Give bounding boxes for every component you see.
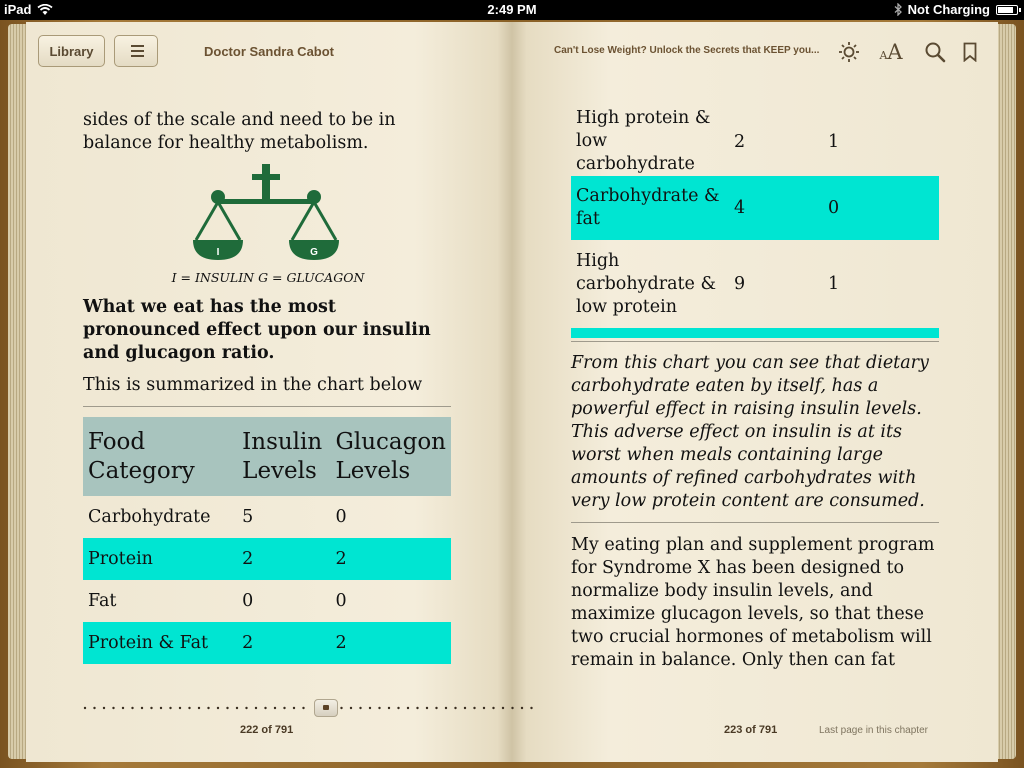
page-stack-right: [996, 24, 1016, 759]
battery-fill: [998, 7, 1013, 13]
cell-category: Protein: [88, 549, 153, 569]
cell-glucagon: 0: [828, 198, 840, 218]
font-small-glyph: A: [879, 49, 888, 62]
scale-figure: [190, 162, 342, 262]
page-stack-left: [8, 24, 28, 759]
right-paragraph: My eating plan and supplement program for Syndrome X has been designed to normalize body insulin levels, and maximize glucagon levels, so that these two crucial hormones of metabolism will remain in balance. Only then can fat: [571, 535, 935, 670]
scrubber-dot: [407, 707, 409, 709]
scrubber-dot: [350, 707, 352, 709]
italic-paragraph: From this chart you can see that dietary carbohydrate eaten by itself, has a powerful effect in raising insulin levels. This adverse effect on insulin is at its worst when meals containing large amounts of refined carbohydrates with very low protein content are consumed.: [571, 353, 929, 511]
search-icon: [924, 41, 946, 63]
divider: [83, 406, 451, 407]
scrubber-dot: [226, 707, 228, 709]
cell-insulin: 2: [242, 633, 254, 653]
library-button[interactable]: Library: [38, 35, 105, 67]
bookmark-button[interactable]: [956, 38, 984, 66]
scrubber-dot: [169, 707, 171, 709]
scrubber-dot: [454, 707, 456, 709]
scrubber-dot: [255, 707, 257, 709]
cell-category: Protein & Fat: [88, 633, 209, 653]
scrubber-dot: [84, 707, 86, 709]
cell-category: Carbohydrate: [88, 507, 211, 527]
table-row: [571, 176, 939, 240]
device-label: iPad: [4, 2, 32, 17]
clock: 2:49 PM: [487, 2, 537, 17]
table-row: [83, 496, 451, 538]
brightness-icon: [838, 41, 860, 63]
scrubber-dot: [198, 707, 200, 709]
cell-insulin: 2: [242, 549, 254, 569]
font-size-icon: [879, 40, 902, 64]
table-row: [571, 240, 939, 328]
cell-insulin: 5: [242, 507, 254, 527]
search-button[interactable]: [921, 38, 949, 66]
insulin-pan-label: I: [216, 247, 220, 258]
scrubber-dot: [445, 707, 447, 709]
scrubber-dot: [217, 707, 219, 709]
table-row-empty: [571, 328, 939, 338]
cell-glucagon: 1: [828, 274, 840, 294]
scrubber-dot: [141, 707, 143, 709]
scrubber-dot: [264, 707, 266, 709]
food-table-continued: [571, 107, 939, 338]
empty-cell: [729, 328, 823, 338]
scrubber-dot: [283, 707, 285, 709]
bookmark-icon: [963, 42, 977, 62]
scrubber-dot: [245, 707, 247, 709]
table-row: [83, 580, 451, 622]
scrubber-dot: [131, 707, 133, 709]
right-page-number: 223 of 791: [724, 724, 778, 736]
scrubber-dot: [160, 707, 162, 709]
cell-category: High protein & low carbohydrate: [576, 108, 711, 174]
scrubber-dot: [416, 707, 418, 709]
chapter-note: Last page in this chapter: [819, 725, 928, 736]
table-row: [83, 622, 451, 664]
scrubber-dot: [397, 707, 399, 709]
book-title: Can't Lose Weight? Unlock the Secrets that KEEP you...: [554, 45, 820, 56]
scrubber-dot: [293, 707, 295, 709]
empty-cell: [571, 328, 729, 338]
scrubber-dot: [369, 707, 371, 709]
left-paragraph: sides of the scale and need to be in balance for healthy metabolism.: [83, 110, 396, 153]
bluetooth-icon: [894, 3, 902, 16]
scrubber-dot: [93, 707, 95, 709]
scrubber-dot: [179, 707, 181, 709]
scrubber-dot: [426, 707, 428, 709]
cell-insulin: 0: [242, 591, 254, 611]
cell-glucagon: 0: [335, 591, 347, 611]
table-row: [83, 538, 451, 580]
page-scrubber-handle[interactable]: [314, 699, 338, 717]
scrubber-dot: [388, 707, 390, 709]
author-name: Doctor Sandra Cabot: [204, 44, 335, 59]
header-insulin: Insulin Levels: [237, 417, 330, 496]
cell-glucagon: 0: [335, 507, 347, 527]
table-of-contents-button[interactable]: [114, 35, 158, 67]
scrubber-dot: [236, 707, 238, 709]
scrubber-dot: [112, 707, 114, 709]
scrubber-dot: [103, 707, 105, 709]
empty-cell: [823, 328, 939, 338]
glucagon-pan-label: G: [310, 247, 318, 258]
scrubber-dot: [378, 707, 380, 709]
divider: [571, 522, 939, 523]
bold-paragraph: What we eat has the most pronounced effect upon our insulin and glucagon ratio.: [83, 297, 431, 363]
scrubber-dot: [521, 707, 523, 709]
table-row: [571, 107, 939, 176]
page-scrubber-dots[interactable]: [83, 706, 533, 710]
font-size-button[interactable]: [874, 38, 908, 66]
table-header-row: [83, 417, 451, 496]
font-large-glyph: A: [887, 40, 903, 64]
cell-glucagon: 1: [828, 131, 840, 152]
battery-status: Not Charging: [907, 2, 990, 17]
scrubber-dot: [464, 707, 466, 709]
scrubber-dot: [150, 707, 152, 709]
scrubber-dot: [435, 707, 437, 709]
header-glucagon: Glucagon Levels: [330, 417, 451, 496]
scrubber-dot: [274, 707, 276, 709]
scrubber-dot: [511, 707, 513, 709]
scrubber-dot: [207, 707, 209, 709]
status-right: [894, 2, 1018, 17]
scrubber-dot: [188, 707, 190, 709]
cell-glucagon: 2: [335, 549, 347, 569]
scrubber-dot: [473, 707, 475, 709]
scrubber-dot: [122, 707, 124, 709]
brightness-button[interactable]: [835, 38, 863, 66]
scrubber-dot: [483, 707, 485, 709]
scrubber-dot: [492, 707, 494, 709]
cell-category: High carbohydrate & low protein: [576, 250, 717, 317]
cell-glucagon: 2: [335, 633, 347, 653]
cell-category: Carbohydrate & fat: [576, 186, 720, 229]
cell-insulin: 9: [734, 274, 746, 294]
scrubber-dot: [302, 707, 304, 709]
scrubber-dot: [340, 707, 342, 709]
battery-icon: [996, 5, 1018, 15]
scrubber-dot: [502, 707, 504, 709]
cell-category: Fat: [88, 591, 117, 611]
chart-intro: This is summarized in the chart below: [83, 375, 423, 395]
cell-insulin: 2: [734, 131, 746, 152]
food-table: [83, 417, 451, 664]
divider: [571, 341, 939, 342]
scrubber-dot: [530, 707, 532, 709]
header-food-category: Food Category: [83, 417, 237, 496]
cell-insulin: 4: [734, 198, 746, 218]
scrubber-dot: [359, 707, 361, 709]
status-bar: [0, 0, 1024, 20]
left-page-number: 222 of 791: [240, 724, 294, 736]
list-icon: [128, 45, 144, 57]
figure-caption: I = INSULIN G = GLUCAGON: [171, 270, 365, 285]
